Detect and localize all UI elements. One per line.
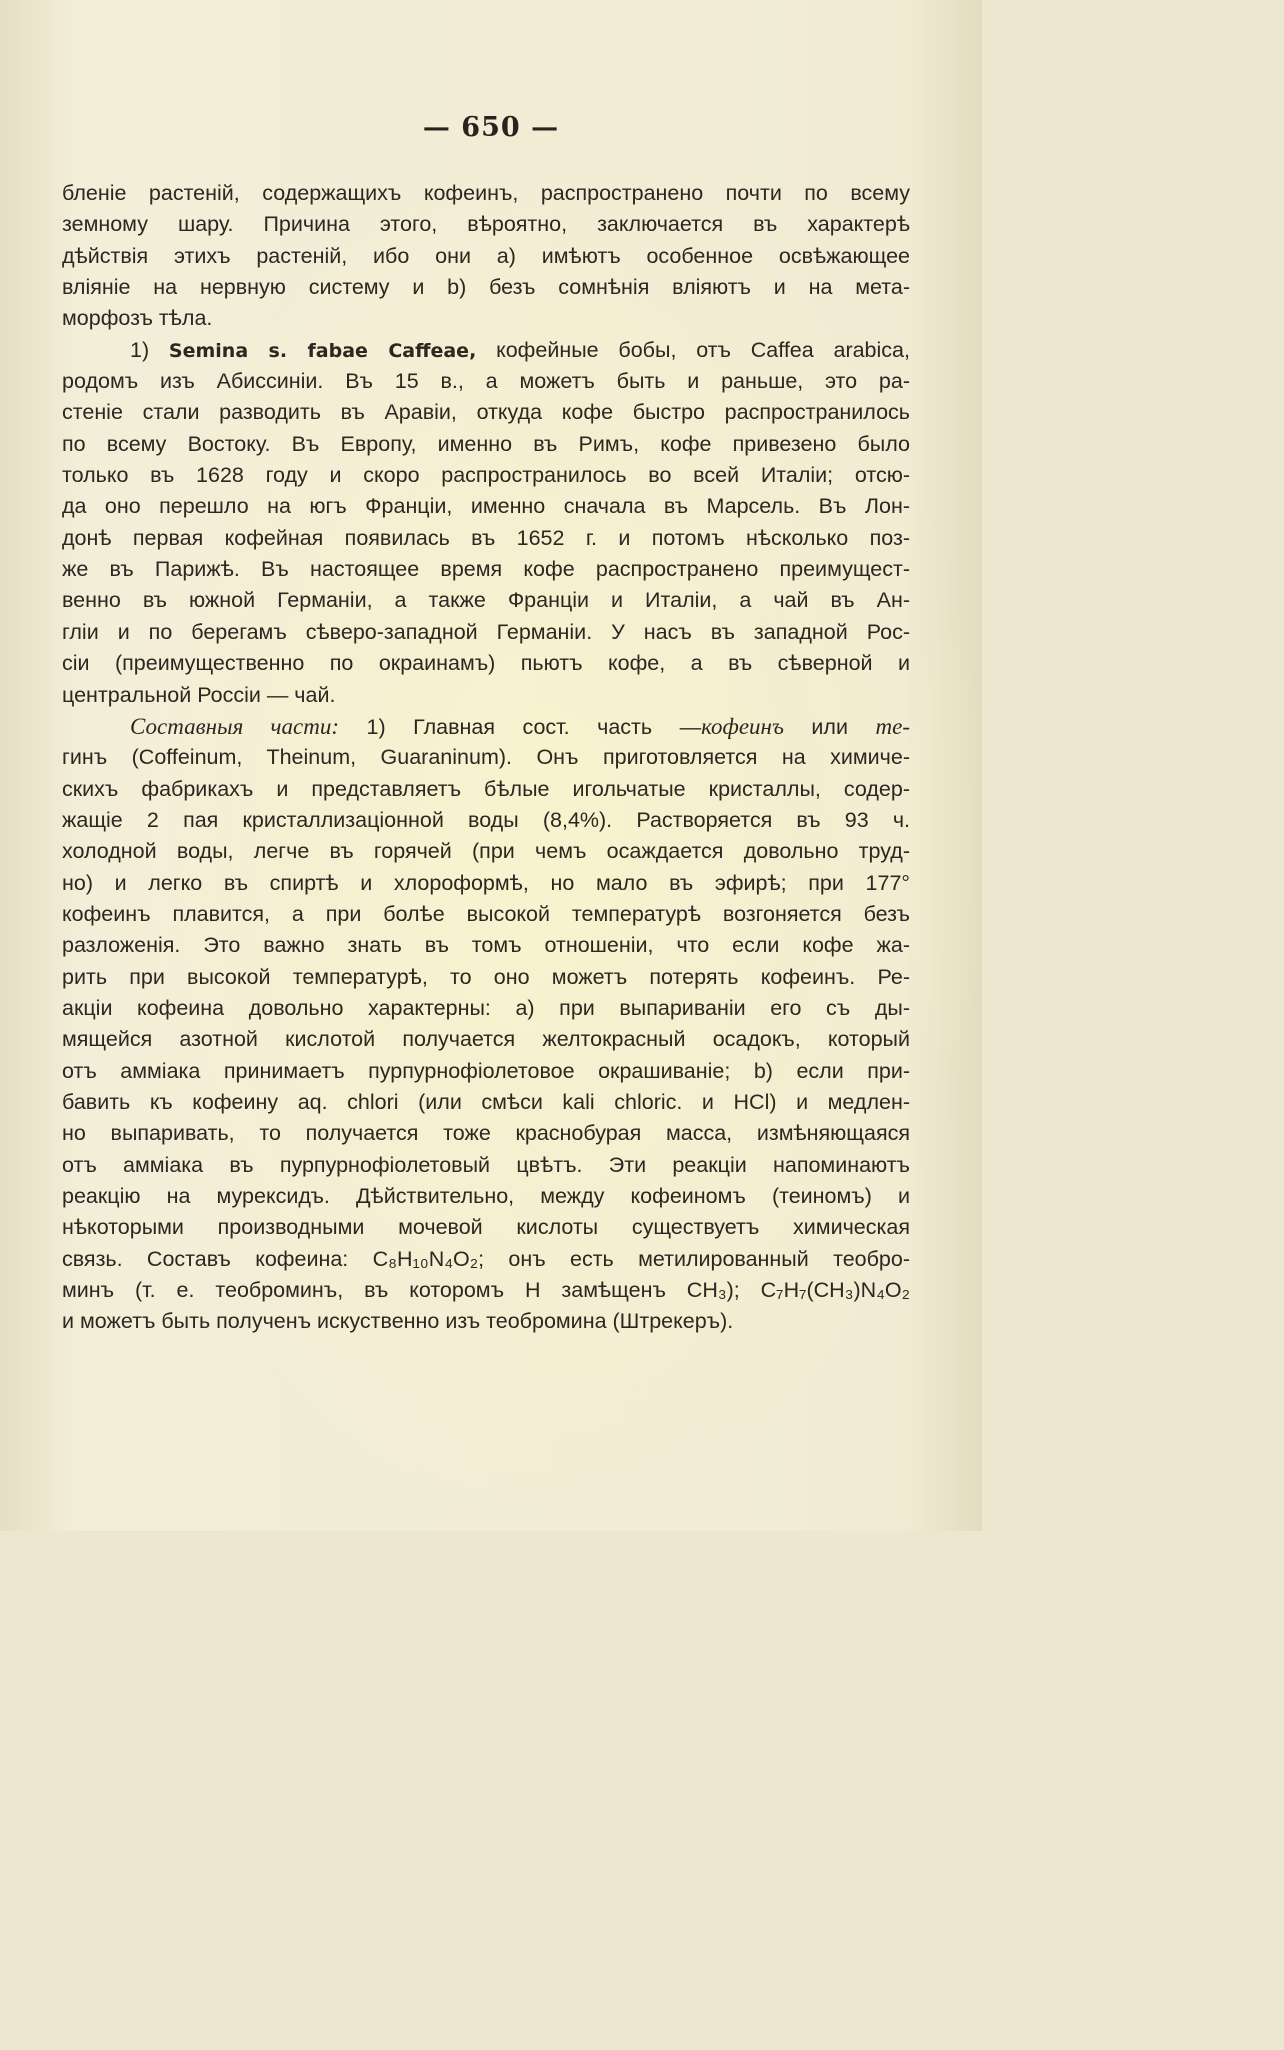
item-number: 1)	[130, 337, 150, 362]
body-text	[62, 178, 910, 1338]
text-line: земному шару. Причина этого, вѣроятно, заключается въ характерѣ	[62, 212, 910, 237]
text-line: кофеинъ плавится, а при болѣе высокой температурѣ возгоняется безъ	[62, 901, 910, 926]
text-line: отъ аммiака принимаетъ пурпурнофіолетовое окрашиваніе; b) если при-	[62, 1058, 910, 1083]
italic-term: кофеинъ	[701, 713, 784, 739]
paragraph-components-first-line	[62, 711, 910, 742]
text-line: рить при высокой температурѣ, то оно можетъ потерять кофеинъ. Ре-	[62, 964, 910, 989]
text-line: бленіе растеній, содержащихъ кофеинъ, распространено почти по всему	[62, 181, 910, 205]
text-line: акціи кофеина довольно характерны: a) при выпариваніи его съ ды-	[62, 995, 910, 1020]
paragraph-caffea-first-line	[62, 335, 910, 366]
text-line: по всему Востоку. Въ Европу, именно въ Римъ, кофе привезено было	[62, 431, 910, 456]
text-line: дѣйствія этихъ растеній, ибо они a) имѣютъ особенное освѣжающее	[62, 243, 910, 268]
text-line: связь. Составъ кофеина: C₈H₁₀N₄O₂; онъ есть метилированный теобро-	[62, 1246, 910, 1271]
text-line: донѣ первая кофейная появилась въ 1652 г. и потомъ нѣсколько поз-	[62, 525, 910, 550]
text-line: и можетъ быть полученъ искуственно изъ теобромина (Штрекеръ).	[62, 1309, 734, 1334]
text-line: но) и легко въ спиртѣ и хлороформѣ, но мало въ эфирѣ; при 177°	[62, 870, 910, 895]
text-line: же въ Парижѣ. Въ настоящее время кофе распространено преимущест-	[62, 557, 910, 582]
section-heading: Составныя части:	[130, 713, 339, 739]
text-line: но выпаривать, то получается тоже краснобурая масса, измѣняющаяся	[62, 1121, 910, 1146]
text-line: стеніе стали разводить въ Аравіи, откуда кофе быстро распространилось	[62, 400, 910, 425]
latin-term: Semina s. fabae Caffeae,	[168, 339, 477, 362]
text-line: скихъ фабрикахъ и представляетъ бѣлые игольчатые кристаллы, содер-	[62, 776, 910, 801]
text-line: только въ 1628 году и скоро распространилось во всей Италіи; отсю-	[62, 463, 910, 488]
text-line: бавить къ кофеину aq. chlori (или смѣси kali chloric. и HCl) и медлен-	[62, 1089, 910, 1114]
text-line: отъ аммiака въ пурпурнофіолетовый цвѣтъ. Эти реакціи напоминаютъ	[62, 1152, 910, 1177]
text-line: морфозъ тѣла.	[62, 306, 213, 331]
text-line: венно въ южной Германіи, а также Франціи и Италіи, а чай въ Ан-	[62, 588, 910, 613]
text-line: холодной воды, легче въ горячей (при чемъ осаждается довольно труд-	[62, 839, 910, 864]
text-line: нѣкоторыми производными мочевой кислоты существуетъ химическая	[62, 1215, 910, 1240]
text-line: реакцію на мурексидъ. Дѣйствительно, между кофеиномъ (теиномъ) и	[62, 1184, 910, 1208]
text-line: мящейся азотной кислотой получается желтокрасный осадокъ, который	[62, 1027, 910, 1052]
page-number: — 650 —	[422, 112, 560, 143]
text-line: сіи (преимущественно по окраинамъ) пьютъ кофе, а въ сѣверной и	[62, 651, 910, 676]
text-line: минъ (т. е. теоброминъ, въ которомъ H замѣщенъ CH₃); C₇H₇(CH₃)N₄O₂	[62, 1278, 910, 1303]
text-line: гліи и по берегамъ сѣверо-западной Германіи. У насъ въ западной Рос-	[62, 619, 910, 644]
line-text: или	[811, 714, 848, 739]
text-line: гинъ (Coffeinum, Theinum, Guaraninum). Онъ приготовляется на химиче-	[62, 745, 910, 770]
text-line: да оно перешло на югъ Франціи, именно сначала въ Марсель. Въ Лон-	[62, 494, 910, 519]
text-line: родомъ изъ Абиссиніи. Въ 15 в., а можетъ быть и раньше, это ра-	[62, 369, 910, 394]
text-line: вліяніе на нервную систему и b) безъ сомнѣнія вліяютъ и на мета-	[62, 275, 910, 300]
line-text: 1) Главная сост. часть —	[366, 714, 702, 739]
text-line: центральной Россіи — чай.	[62, 682, 336, 707]
line-rest: кофейные бобы, отъ Caffea arabica,	[496, 337, 910, 362]
text-line: разложенія. Это важно знать въ томъ отношеніи, что если кофе жа-	[62, 933, 910, 958]
text-line: жащіе 2 пая кристаллизаціонной воды (8,4%). Растворяется въ 93 ч.	[62, 807, 910, 832]
italic-term: те-	[875, 713, 910, 739]
